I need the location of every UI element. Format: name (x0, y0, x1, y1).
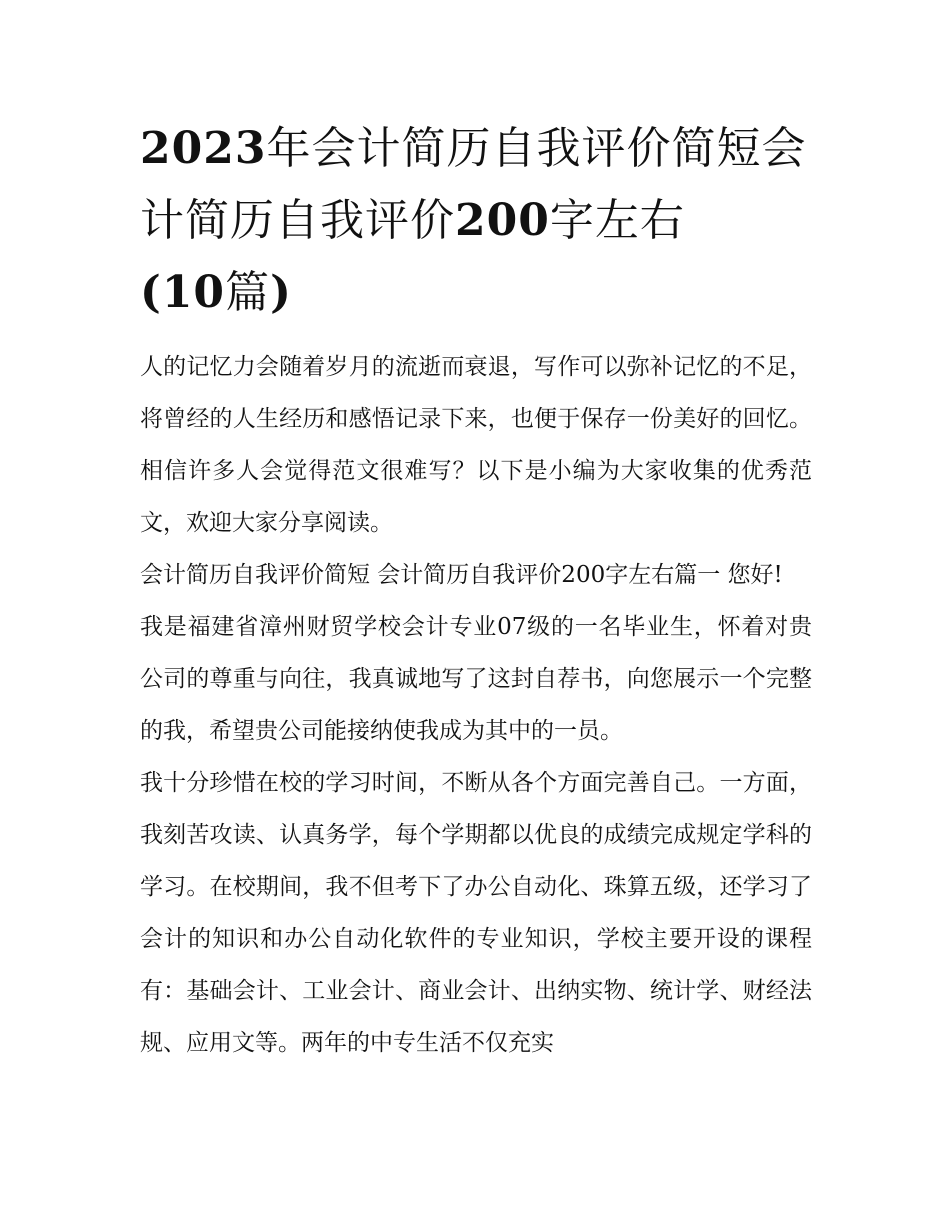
title-part: 字左右 (549, 195, 685, 246)
title-part: 年会计简历自我评价简短会计简历自我评价 (140, 123, 807, 246)
title-part: 篇 (225, 267, 271, 318)
document-title (140, 113, 812, 329)
title-part: (10 (140, 267, 226, 318)
title-part: 200 (455, 195, 550, 246)
paragraph-section-heading: 会计简历自我评价简短 会计简历自我评价200字左右篇一 您好! (140, 562, 783, 588)
document-body (140, 113, 812, 1069)
paragraph-study-experience: 我十分珍惜在校的学习时间，不断从各个方面完善自己。一方面，我刻苦攻读、认真务学，每个学期都以优良的成绩完成规定学科的学习。在校期间，我不但考下了办公自动化、珠算五级，还学习了会计的知识和办公自动化软件的专业知识，学校主要开设的课程有：基础会计、工业会计、商业会计、出纳实物、统计学、财经法规、应用文等。两年的中专生活不仅充实 (140, 770, 812, 1056)
title-part: ) (270, 267, 292, 318)
title-part: 2023 (140, 123, 267, 174)
paragraph-self-introduction: 我是福建省漳州财贸学校会计专业07级的一名毕业生，怀着对贵公司的尊重与向往，我真诚地写了这封自荐书，向您展示一个完整的我，希望贵公司能接纳使我成为其中的一员。 (140, 614, 812, 744)
paragraph-intro: 人的记忆力会随着岁月的流逝而衰退，写作可以弥补记忆的不足，将曾经的人生经历和感悟记录下来，也便于保存一份美好的回忆。相信许多人会觉得范文很难写？以下是小编为大家收集的优秀范文，欢迎大家分享阅读。 (140, 354, 812, 536)
